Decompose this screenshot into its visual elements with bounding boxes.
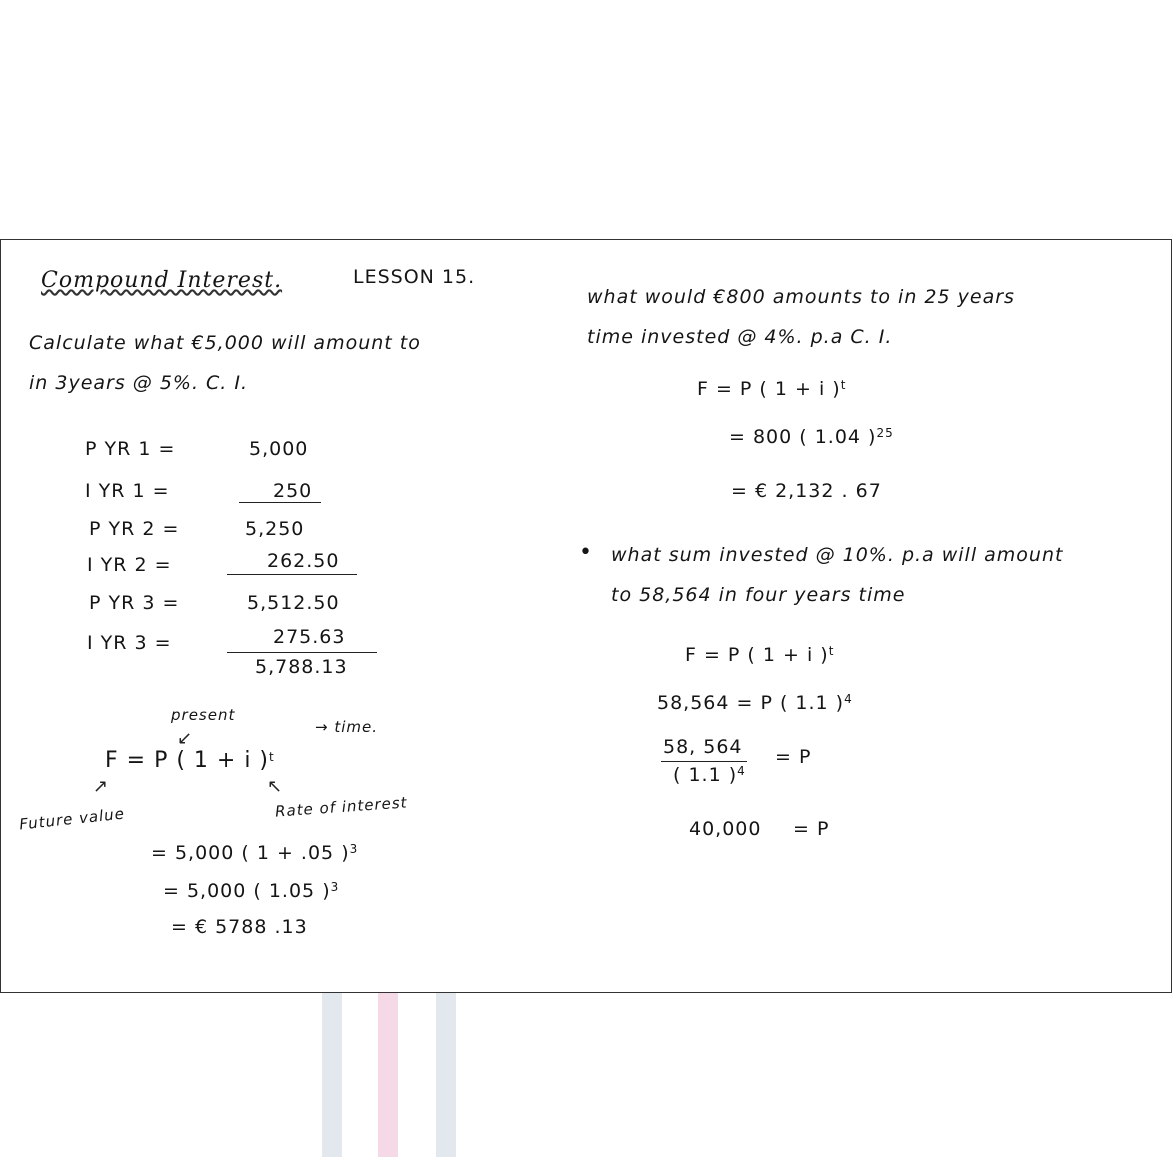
q2-result-equals: = P xyxy=(793,818,830,840)
question-1-line-2: time invested @ 4%. p.a C. I. xyxy=(587,326,893,348)
row-label: I YR 3 = xyxy=(87,632,172,654)
question-2-line-2: to 58,564 in four years time xyxy=(611,584,906,606)
left-step-3: = € 5788 .13 xyxy=(171,916,308,938)
total-value: 5,788.13 xyxy=(255,656,348,678)
formula: F = P ( 1 + i )$^t$ xyxy=(105,748,275,773)
q2-formula: F = P ( 1 + i )$^t$ xyxy=(685,644,835,666)
q1-formula: F = P ( 1 + i )$^t$ xyxy=(697,378,847,400)
background-stripe xyxy=(436,985,456,1157)
arrow-icon: ↙ xyxy=(177,728,193,749)
underline xyxy=(239,502,321,503)
arrow-icon: ↖ xyxy=(267,776,283,797)
row-value: 5,000 xyxy=(249,438,309,460)
background-stripe xyxy=(322,985,342,1157)
background-stripe xyxy=(378,985,398,1157)
q2-result: 40,000 xyxy=(689,818,762,840)
lesson-label: LESSON 15. xyxy=(353,266,476,288)
row-value: 5,250 xyxy=(245,518,305,540)
q1-step-2: = € 2,132 . 67 xyxy=(731,480,882,502)
note-rate-of-interest: Rate of interest xyxy=(274,793,409,821)
row-value: 262.50 xyxy=(267,550,340,572)
row-value: 250 xyxy=(273,480,313,502)
q2-fraction-denominator: ( 1.1 )$^4$ xyxy=(673,764,746,786)
row-label: P YR 1 = xyxy=(85,438,176,460)
row-label: I YR 2 = xyxy=(87,554,172,576)
left-step-2: = 5,000 ( 1.05 )$^3$ xyxy=(163,880,340,902)
row-value: 275.63 xyxy=(273,626,346,648)
q2-fraction-equals: = P xyxy=(775,746,812,768)
bullet-point: • xyxy=(579,540,593,565)
row-label: P YR 3 = xyxy=(89,592,180,614)
question-1-line-1: what would €800 amounts to in 25 years xyxy=(587,286,1015,308)
fraction-bar xyxy=(661,761,747,762)
note-present: present xyxy=(171,706,236,724)
question-2-line-1: what sum invested @ 10%. p.a will amount xyxy=(611,544,1064,566)
q1-step-1: = 800 ( 1.04 )$^{25}$ xyxy=(729,426,894,448)
underline xyxy=(227,652,377,653)
left-step-1: = 5,000 ( 1 + .05 )$^3$ xyxy=(151,842,359,864)
q2-fraction-numerator: 58, 564 xyxy=(663,736,743,758)
handwritten-notes-panel xyxy=(0,239,1172,993)
underline xyxy=(227,574,357,575)
arrow-icon: ↗ xyxy=(93,776,109,797)
note-time: → time. xyxy=(315,718,378,736)
row-label: P YR 2 = xyxy=(89,518,180,540)
notes-title: Compound Interest. xyxy=(41,268,283,293)
row-label: I YR 1 = xyxy=(85,480,170,502)
question-line-2: in 3years @ 5%. C. I. xyxy=(29,372,249,394)
q2-step-1: 58,564 = P ( 1.1 )$^4$ xyxy=(657,692,853,714)
row-value: 5,512.50 xyxy=(247,592,340,614)
note-future-value: Future value xyxy=(18,804,126,834)
question-line-1: Calculate what €5,000 will amount to xyxy=(29,332,421,354)
